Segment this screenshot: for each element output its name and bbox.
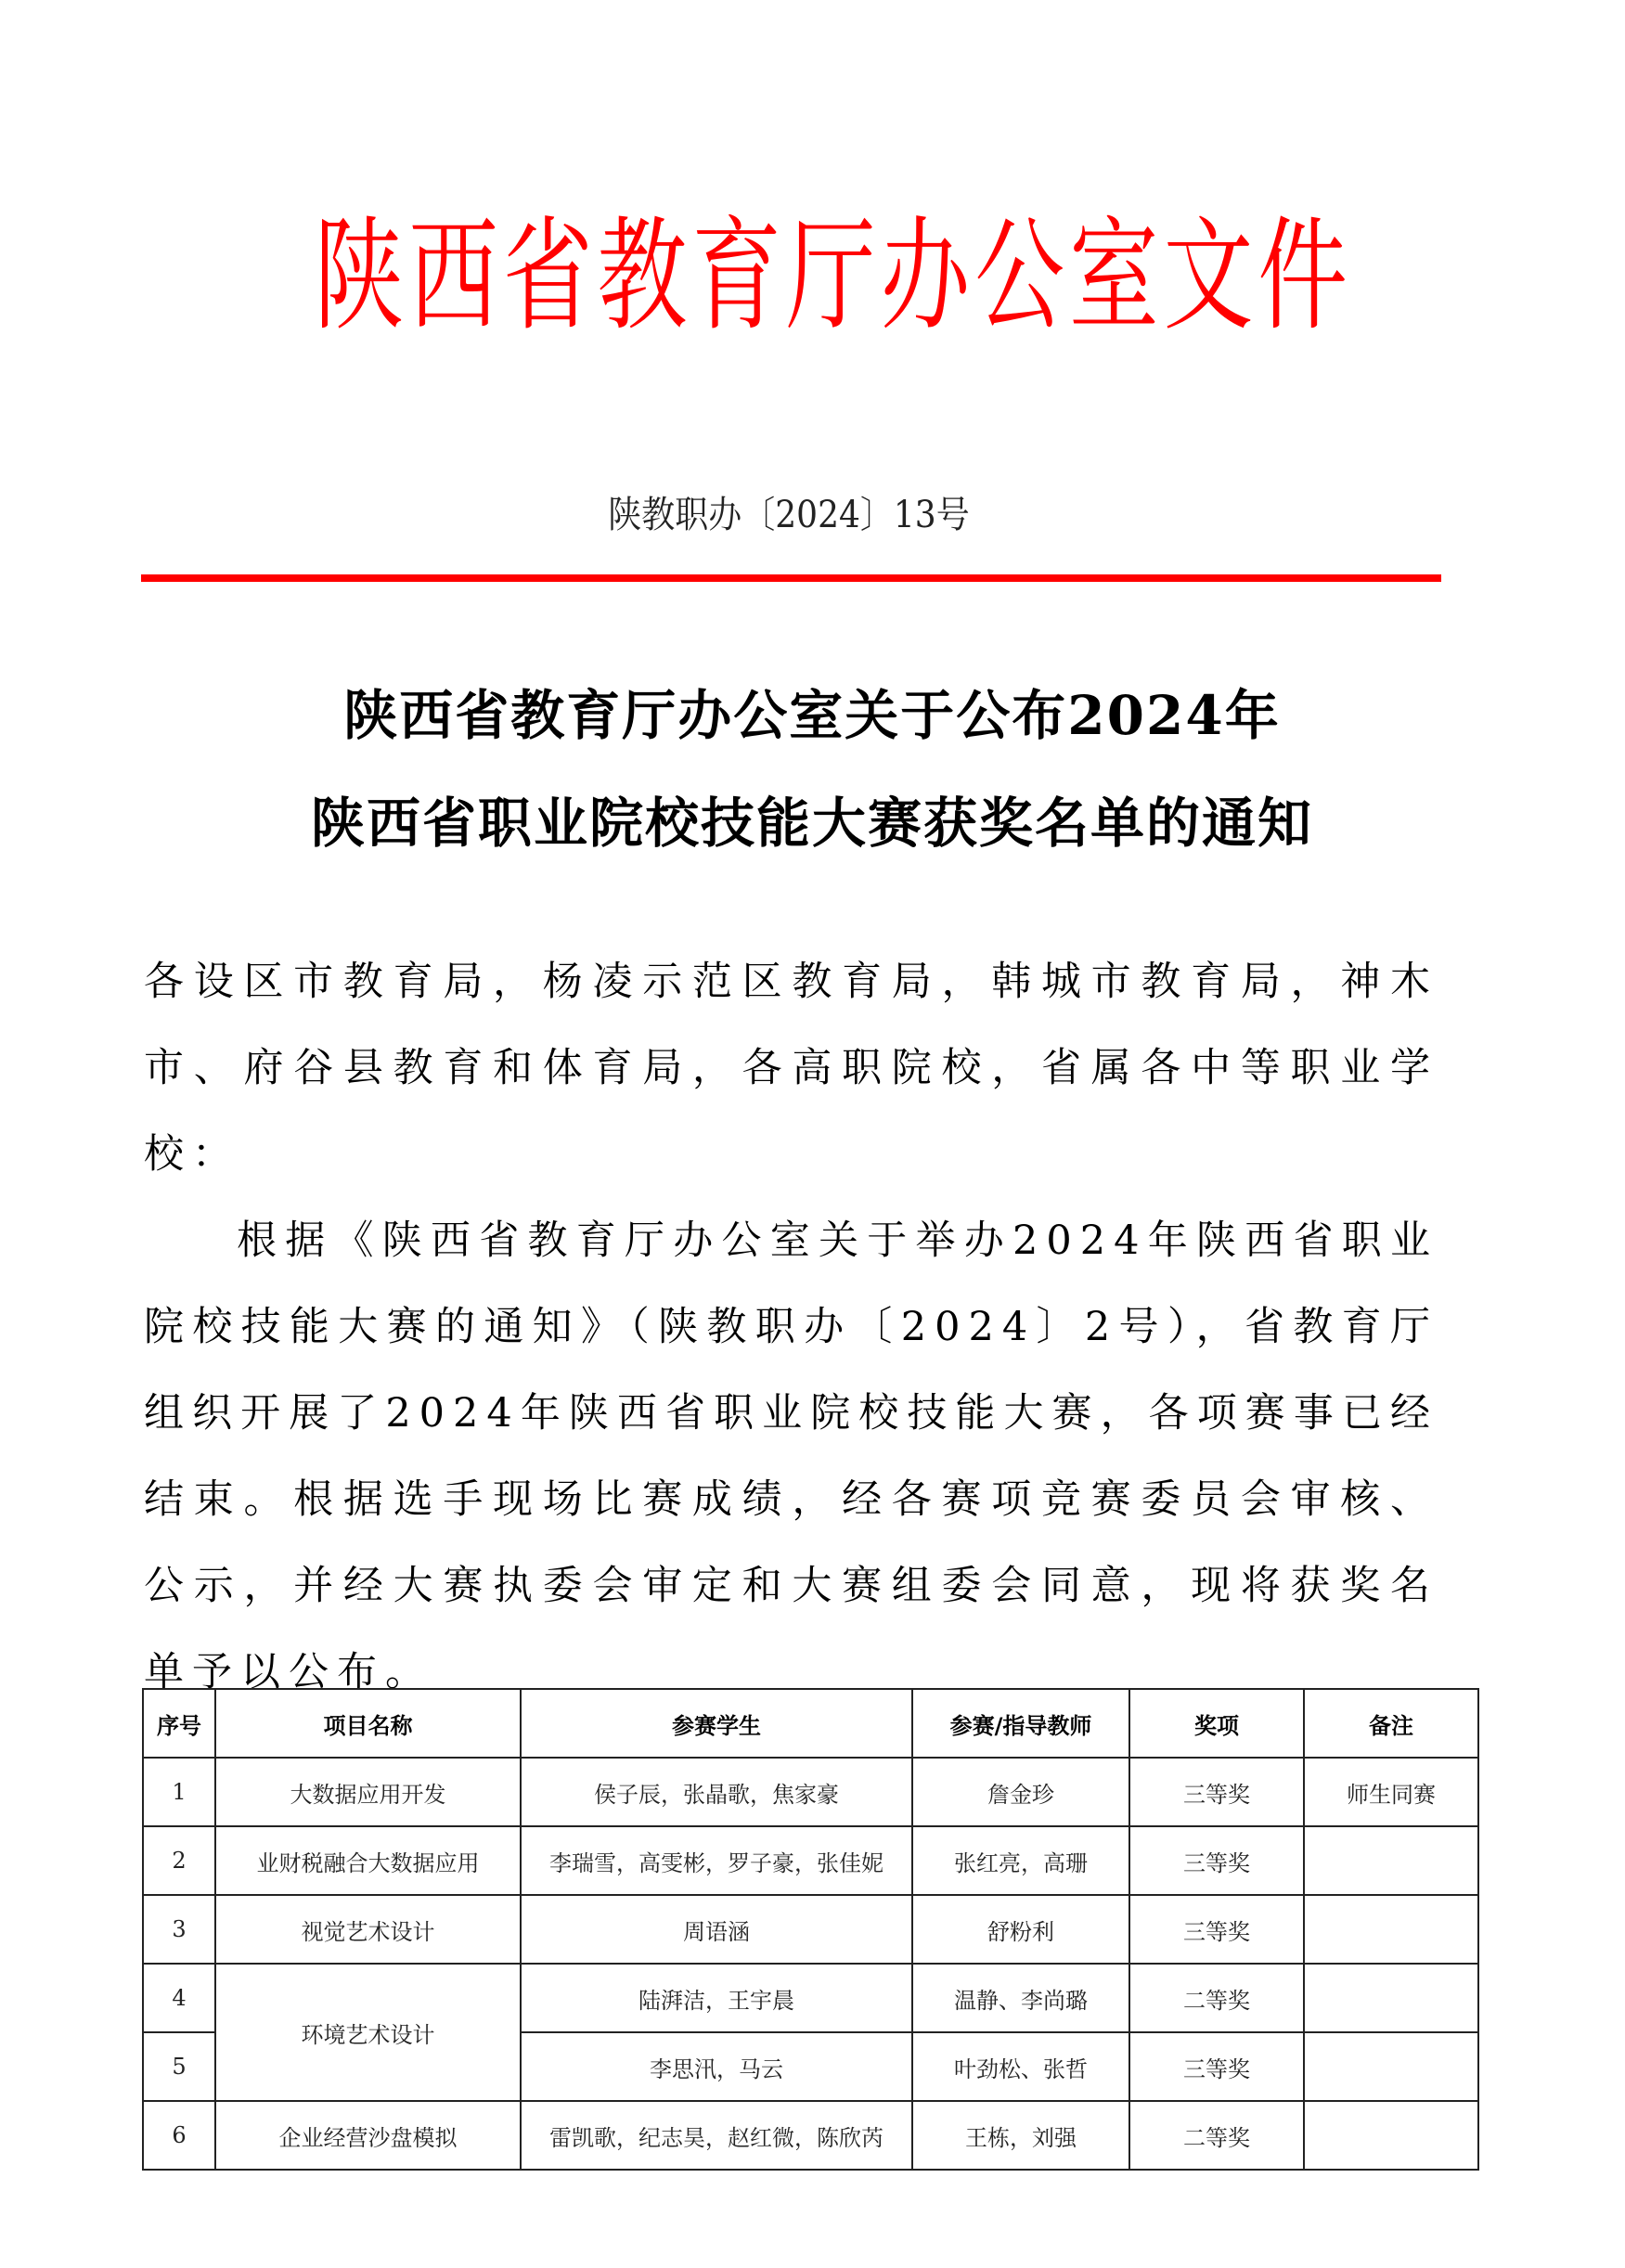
cell-no: 2 [143, 1826, 215, 1895]
cell-teachers: 王栋，刘强 [912, 2101, 1129, 2170]
cell-project: 大数据应用开发 [215, 1758, 521, 1826]
cell-award: 三等奖 [1129, 1826, 1304, 1895]
cell-no: 4 [143, 1964, 215, 2032]
cell-award: 三等奖 [1129, 2032, 1304, 2101]
cell-note [1304, 1964, 1478, 2032]
header-no: 序号 [143, 1689, 215, 1758]
table-row [143, 1964, 1478, 2032]
cell-note [1304, 2101, 1478, 2170]
table-row [143, 1758, 1478, 1826]
cell-no: 5 [143, 2032, 215, 2101]
cell-note [1304, 2032, 1478, 2101]
cell-students: 李瑞雪，高雯彬，罗子豪，张佳妮 [521, 1826, 912, 1895]
header-teachers: 参赛/指导教师 [912, 1689, 1129, 1758]
cell-teachers: 舒粉利 [912, 1895, 1129, 1964]
cell-note [1304, 1895, 1478, 1964]
cell-students: 陆湃洁，王宇晨 [521, 1964, 912, 2032]
header-project: 项目名称 [215, 1689, 521, 1758]
cell-no: 6 [143, 2101, 215, 2170]
cell-note [1304, 1826, 1478, 1895]
table-row [143, 1826, 1478, 1895]
cell-teachers: 詹金珍 [912, 1758, 1129, 1826]
notice-title-line-2: 陕西省职业院校技能大赛获奖名单的通知 [310, 792, 1313, 855]
header-note: 备注 [1304, 1689, 1478, 1758]
cell-students: 侯子辰，张晶歌，焦家豪 [521, 1758, 912, 1826]
cell-project: 企业经营沙盘模拟 [215, 2101, 521, 2170]
cell-award: 二等奖 [1129, 1964, 1304, 2032]
cell-students: 雷凯歌，纪志昊，赵红微，陈欣芮 [521, 2101, 912, 2170]
cell-no: 1 [143, 1758, 215, 1826]
cell-award: 三等奖 [1129, 1758, 1304, 1826]
cell-no: 3 [143, 1895, 215, 1964]
notice-title-line-1: 陕西省教育厅办公室关于公布2024年 [343, 684, 1281, 747]
salutation: 各设区市教育局，杨凌示范区教育局，韩城市教育局，神木市、府谷县教育和体育局，各高职院校，省属各中等职业学校： [144, 959, 1438, 1178]
cell-students: 李思汛，马云 [521, 2032, 912, 2101]
cell-project: 环境艺术设计 [215, 1964, 521, 2101]
header-students: 参赛学生 [521, 1689, 912, 1758]
notice-body [144, 939, 1438, 1716]
body-paragraph: 根据《陕西省教育厅办公室关于举办2024年陕西省职业院校技能大赛的通知》（陕教职办〔2024〕2号），省教育厅组织开展了2024年陕西省职业院校技能大赛，各项赛事已经结束。根据选手现场比赛成绩，经各赛项竞赛委员会审核、公示，并经大赛执委会审定和大赛组委会同意，现将获奖名单予以公布。 [144, 1218, 1438, 1695]
cell-project: 业财税融合大数据应用 [215, 1826, 521, 1895]
table-row [143, 2101, 1478, 2170]
cell-students: 周语涵 [521, 1895, 912, 1964]
cell-teachers: 温静、李尚璐 [912, 1964, 1129, 2032]
cell-note: 师生同赛 [1304, 1758, 1478, 1826]
header-award: 奖项 [1129, 1689, 1304, 1758]
agency-header-title: 陕西省教育厅办公室文件 [314, 203, 1352, 348]
document-number: 陕教职办〔2024〕13号 [608, 494, 970, 536]
cell-teachers: 张红亮，高珊 [912, 1826, 1129, 1895]
table-row [143, 1895, 1478, 1964]
cell-teachers: 叶劲松、张哲 [912, 2032, 1129, 2101]
table-header-row [143, 1689, 1478, 1758]
red-divider-rule [141, 574, 1441, 582]
cell-project: 视觉艺术设计 [215, 1895, 521, 1964]
cell-award: 二等奖 [1129, 2101, 1304, 2170]
awards-table [142, 1688, 1479, 2171]
cell-award: 三等奖 [1129, 1895, 1304, 1964]
